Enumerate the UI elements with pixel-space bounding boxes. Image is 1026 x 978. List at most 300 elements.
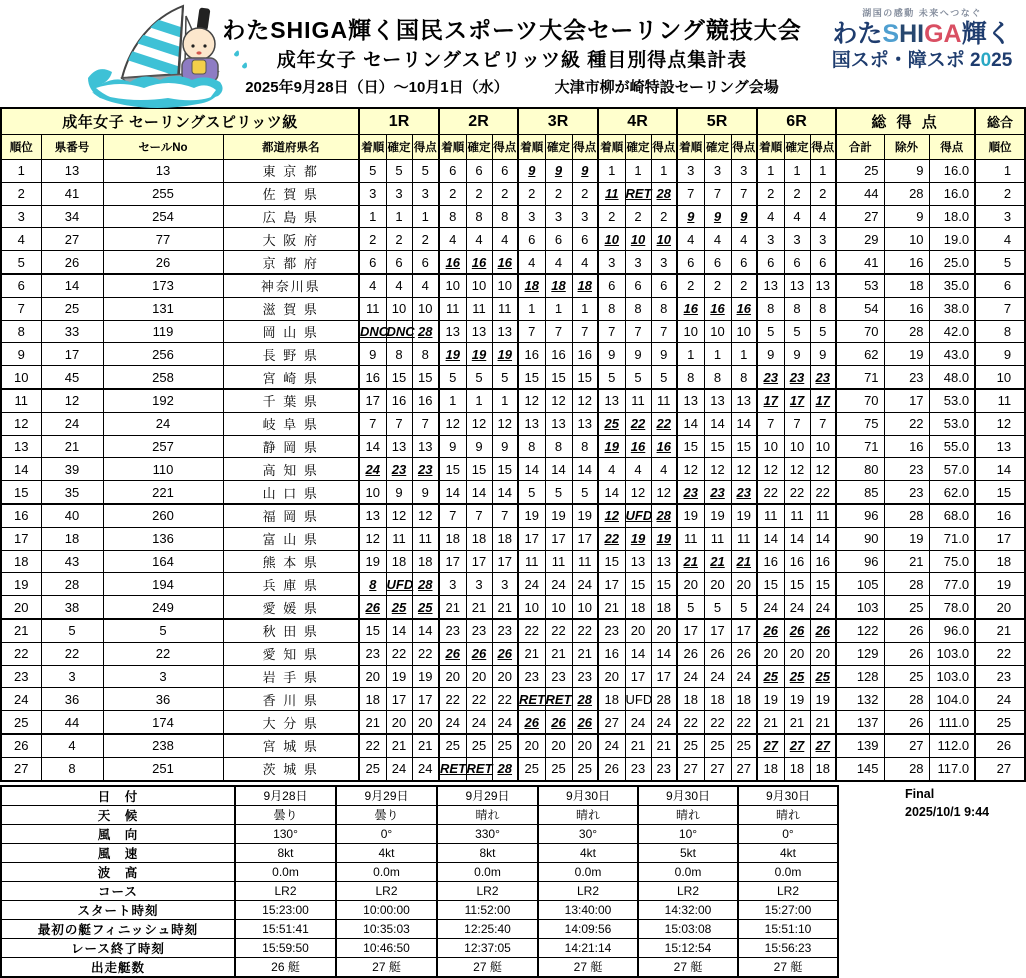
race-score-cell: 15 (810, 573, 836, 596)
pref-no-cell: 45 (41, 366, 103, 389)
race-score-cell: 21 (784, 711, 810, 734)
excluded-cell: 28 (884, 688, 929, 711)
race-score-cell: 9 (466, 435, 492, 458)
result-row (1, 481, 1025, 504)
page-title: わたSHIGA輝く国民スポーツ大会セーリング競技大会 (222, 17, 802, 43)
race-score-cell: 11 (598, 182, 625, 205)
race-score-cell: 8 (625, 297, 651, 320)
class-header: 成年女子 セーリングスピリッツ級 (1, 108, 359, 135)
result-row (1, 297, 1025, 320)
race-score-cell: 17 (572, 527, 598, 550)
condition-label: 天 候 (1, 805, 235, 824)
race-score-cell: 3 (492, 573, 518, 596)
race-score-cell: 21 (439, 596, 466, 619)
race-score-cell: 5 (704, 596, 731, 619)
rank-cell: 12 (1, 412, 41, 435)
col-header-overall-rank: 順位 (975, 135, 1025, 160)
logo-letter: S (882, 20, 900, 49)
race-score-cell: 26 (704, 642, 731, 665)
pref-no-cell: 40 (41, 504, 103, 527)
race-score-cell: 21 (386, 734, 412, 757)
col-header-sum: 合計 (836, 135, 884, 160)
rank-cell: 13 (1, 435, 41, 458)
race-score-cell: 11 (757, 504, 784, 527)
race-score-cell: 4 (386, 274, 412, 297)
race-score-cell: 22 (704, 711, 731, 734)
race-score-cell: 7 (492, 504, 518, 527)
race-score-cell: 5 (598, 366, 625, 389)
pref-name-cell: 茨 城 県 (223, 757, 359, 780)
race-score-cell: 16 (466, 251, 492, 274)
excluded-cell: 26 (884, 711, 929, 734)
race-score-cell: 3 (466, 573, 492, 596)
race-score-cell: 5 (492, 366, 518, 389)
race-score-cell: 16 (518, 343, 545, 366)
race-score-cell: RET (545, 688, 572, 711)
race-score-cell: 26 (757, 619, 784, 642)
race-score-cell: 7 (784, 412, 810, 435)
race-score-cell: 11 (439, 297, 466, 320)
race-score-cell: 25 (757, 665, 784, 688)
excluded-cell: 25 (884, 665, 929, 688)
race-score-cell: 13 (545, 412, 572, 435)
condition-value: 14:21:14 (538, 938, 638, 957)
col-header-finish: 着順 (518, 135, 545, 160)
condition-value: 0.0m (738, 862, 838, 881)
race-score-cell: 8 (466, 205, 492, 228)
race-score-cell: 21 (757, 711, 784, 734)
race-score-cell: 13 (784, 274, 810, 297)
race-score-cell: 12 (810, 458, 836, 481)
race-score-cell: 9 (545, 160, 572, 183)
overall-rank-cell: 7 (975, 297, 1025, 320)
sum-cell: 145 (836, 757, 884, 780)
race-score-cell: 18 (704, 688, 731, 711)
race-score-cell: 12 (518, 389, 545, 412)
excluded-cell: 23 (884, 366, 929, 389)
condition-value: 15:56:23 (738, 938, 838, 957)
race-score-cell: 15 (466, 458, 492, 481)
race-score-cell: 7 (359, 412, 386, 435)
race-score-cell: 1 (731, 343, 757, 366)
sum-cell: 71 (836, 435, 884, 458)
sail-no-cell: 173 (103, 274, 223, 297)
race-score-cell: 24 (545, 573, 572, 596)
race-score-cell: 5 (359, 160, 386, 183)
race-score-cell: 9 (359, 343, 386, 366)
race-score-cell: 28 (412, 320, 439, 343)
event-logo (824, 8, 1020, 72)
condition-value: 12:25:40 (437, 919, 538, 938)
net-points-cell: 75.0 (929, 550, 975, 573)
race-score-cell: 15 (545, 366, 572, 389)
race-score-cell: 14 (784, 527, 810, 550)
race-score-cell: 15 (731, 435, 757, 458)
excluded-cell: 28 (884, 320, 929, 343)
race-score-cell: 20 (518, 734, 545, 757)
sum-cell: 90 (836, 527, 884, 550)
race-score-cell: 20 (651, 619, 677, 642)
race-score-cell: 21 (412, 734, 439, 757)
race-score-cell: 17 (412, 688, 439, 711)
race-score-cell: 20 (572, 734, 598, 757)
race-score-cell: 6 (359, 251, 386, 274)
pref-name-cell: 大 分 県 (223, 711, 359, 734)
race-score-cell: 24 (492, 711, 518, 734)
pref-name-cell: 滋 賀 県 (223, 297, 359, 320)
race-score-cell: 19 (359, 550, 386, 573)
race-score-cell: 10 (677, 320, 704, 343)
result-row (1, 596, 1025, 619)
pref-name-cell: 岐 阜 県 (223, 412, 359, 435)
race-score-cell: 18 (359, 688, 386, 711)
race-score-cell: 7 (412, 412, 439, 435)
race-score-cell: 16 (359, 366, 386, 389)
net-points-cell: 117.0 (929, 757, 975, 780)
score-header-row-groups (1, 108, 1025, 135)
race-score-cell: 15 (784, 573, 810, 596)
condition-row (1, 900, 838, 919)
excluded-cell: 26 (884, 642, 929, 665)
sail-no-cell: 192 (103, 389, 223, 412)
race-score-cell: 25 (466, 734, 492, 757)
overall-rank-cell: 27 (975, 757, 1025, 780)
race-score-cell: 25 (545, 757, 572, 780)
race-score-cell: RET (518, 688, 545, 711)
race-score-cell: 10 (757, 435, 784, 458)
race-score-cell: 13 (518, 412, 545, 435)
col-header-confirmed: 確定 (386, 135, 412, 160)
race-score-cell: 1 (704, 343, 731, 366)
result-row (1, 688, 1025, 711)
pref-no-cell: 26 (41, 251, 103, 274)
rank-cell: 25 (1, 711, 41, 734)
race-score-cell: 22 (466, 688, 492, 711)
race-score-cell: 23 (359, 642, 386, 665)
race-score-cell: 10 (359, 481, 386, 504)
sail-no-cell: 26 (103, 251, 223, 274)
sum-cell: 105 (836, 573, 884, 596)
race-score-cell: 16 (598, 642, 625, 665)
race-score-cell: 22 (651, 412, 677, 435)
race-score-cell: 3 (784, 228, 810, 251)
race-score-cell: 17 (492, 550, 518, 573)
race-score-cell: 17 (810, 389, 836, 412)
race-score-cell: 18 (545, 274, 572, 297)
sum-cell: 139 (836, 734, 884, 757)
condition-value: 8kt (437, 843, 538, 862)
race-score-cell: 24 (439, 711, 466, 734)
pref-name-cell: 山 口 県 (223, 481, 359, 504)
condition-value: 12:37:05 (437, 938, 538, 957)
race-score-cell: 19 (545, 504, 572, 527)
excluded-cell: 26 (884, 619, 929, 642)
race-score-cell: 26 (784, 619, 810, 642)
race-score-cell: 9 (625, 343, 651, 366)
race-score-cell: UFD (625, 688, 651, 711)
race-score-cell: 13 (625, 550, 651, 573)
race-score-cell: 19 (757, 688, 784, 711)
race-score-cell: 11 (492, 297, 518, 320)
race-score-cell: 17 (757, 389, 784, 412)
race-score-cell: 2 (784, 182, 810, 205)
sail-no-cell: 36 (103, 688, 223, 711)
race-conditions-table (0, 785, 839, 978)
overall-rank-cell: 15 (975, 481, 1025, 504)
result-row (1, 458, 1025, 481)
race-score-cell: 4 (677, 228, 704, 251)
net-points-cell: 16.0 (929, 160, 975, 183)
race-score-cell: 11 (545, 550, 572, 573)
condition-value: LR2 (738, 881, 838, 900)
race-score-cell: 24 (784, 596, 810, 619)
net-points-cell: 112.0 (929, 734, 975, 757)
race-score-cell: 20 (492, 665, 518, 688)
race-score-cell: 14 (439, 481, 466, 504)
net-points-cell: 42.0 (929, 320, 975, 343)
race-score-cell: 12 (598, 504, 625, 527)
race-score-cell: 16 (492, 251, 518, 274)
excluded-cell: 16 (884, 435, 929, 458)
condition-value: 330° (437, 824, 538, 843)
net-points-cell: 77.0 (929, 573, 975, 596)
race-score-cell: 5 (757, 320, 784, 343)
race-score-cell: 13 (572, 412, 598, 435)
race-score-cell: 7 (545, 320, 572, 343)
net-points-cell: 25.0 (929, 251, 975, 274)
race-score-cell: 24 (466, 711, 492, 734)
race-score-cell: 23 (810, 366, 836, 389)
race-score-cell: 11 (651, 389, 677, 412)
rank-cell: 23 (1, 665, 41, 688)
sail-no-cell: 22 (103, 642, 223, 665)
race-score-cell: 16 (651, 435, 677, 458)
result-row (1, 182, 1025, 205)
race-header: 5R (677, 108, 757, 135)
race-score-cell: 15 (518, 366, 545, 389)
sum-cell: 53 (836, 274, 884, 297)
sail-no-cell: 238 (103, 734, 223, 757)
race-score-cell: 11 (386, 527, 412, 550)
score-header-row-columns (1, 135, 1025, 160)
race-score-cell: 9 (412, 481, 439, 504)
race-score-cell: 15 (359, 619, 386, 642)
race-score-cell: 19 (386, 665, 412, 688)
pref-no-cell: 13 (41, 160, 103, 183)
race-score-cell: 6 (810, 251, 836, 274)
condition-value: 4kt (538, 843, 638, 862)
col-header-excluded: 除外 (884, 135, 929, 160)
race-score-cell: 21 (625, 734, 651, 757)
race-score-cell: 3 (625, 251, 651, 274)
logo-letter: A (943, 20, 962, 49)
race-score-cell: 21 (492, 596, 518, 619)
race-score-cell: 24 (757, 596, 784, 619)
net-points-cell: 53.0 (929, 412, 975, 435)
pref-name-cell: 愛 知 県 (223, 642, 359, 665)
sail-no-cell: 77 (103, 228, 223, 251)
net-points-cell: 55.0 (929, 435, 975, 458)
result-row (1, 711, 1025, 734)
condition-value: 27 艇 (638, 957, 738, 977)
race-score-cell: 9 (784, 343, 810, 366)
race-score-cell: 24 (810, 596, 836, 619)
sum-cell: 85 (836, 481, 884, 504)
col-header-confirmed: 確定 (466, 135, 492, 160)
race-score-cell: 13 (651, 550, 677, 573)
sum-cell: 27 (836, 205, 884, 228)
race-score-cell: 18 (598, 688, 625, 711)
race-score-cell: 2 (492, 182, 518, 205)
race-score-cell: 4 (359, 274, 386, 297)
rank-cell: 10 (1, 366, 41, 389)
race-score-cell: 2 (731, 274, 757, 297)
race-score-cell: 25 (598, 412, 625, 435)
race-score-cell: 26 (545, 711, 572, 734)
net-points-cell: 111.0 (929, 711, 975, 734)
condition-value: 10° (638, 824, 738, 843)
pref-name-cell: 岩 手 県 (223, 665, 359, 688)
excluded-cell: 23 (884, 458, 929, 481)
race-score-cell: 5 (386, 160, 412, 183)
race-score-cell: 9 (731, 205, 757, 228)
race-header: 6R (757, 108, 836, 135)
overall-rank-cell: 24 (975, 688, 1025, 711)
race-score-cell: 17 (386, 688, 412, 711)
race-score-cell: 7 (386, 412, 412, 435)
race-score-cell: 12 (677, 458, 704, 481)
race-header: 2R (439, 108, 518, 135)
pref-name-cell: 広 島 県 (223, 205, 359, 228)
condition-value: 9月30日 (638, 786, 738, 806)
race-score-cell: 8 (572, 435, 598, 458)
race-score-cell: 5 (810, 320, 836, 343)
race-score-cell: 27 (704, 757, 731, 780)
race-score-cell: 19 (731, 504, 757, 527)
race-score-cell: 1 (412, 205, 439, 228)
pref-no-cell: 21 (41, 435, 103, 458)
race-score-cell: 5 (731, 596, 757, 619)
race-score-cell: 24 (677, 665, 704, 688)
race-score-cell: 19 (492, 343, 518, 366)
col-header-finish: 着順 (359, 135, 386, 160)
rank-cell: 4 (1, 228, 41, 251)
race-score-cell: 22 (598, 527, 625, 550)
race-score-cell: 25 (518, 757, 545, 780)
race-score-cell: 5 (439, 366, 466, 389)
race-score-cell: 17 (731, 619, 757, 642)
race-score-cell: 9 (386, 481, 412, 504)
excluded-cell: 28 (884, 504, 929, 527)
race-score-cell: 13 (492, 320, 518, 343)
race-score-cell: 18 (784, 757, 810, 780)
sail-no-cell: 251 (103, 757, 223, 780)
race-score-cell: 3 (757, 228, 784, 251)
race-score-cell: 2 (466, 182, 492, 205)
race-score-cell: 12 (704, 458, 731, 481)
race-score-cell: 15 (704, 435, 731, 458)
race-score-cell: 27 (598, 711, 625, 734)
race-score-cell: 24 (572, 573, 598, 596)
pref-name-cell: 長 野 県 (223, 343, 359, 366)
sail-no-cell: 260 (103, 504, 223, 527)
race-score-cell: 6 (545, 228, 572, 251)
condition-row (1, 805, 838, 824)
race-score-cell: 11 (359, 297, 386, 320)
net-points-cell: 19.0 (929, 228, 975, 251)
race-score-cell: 4 (518, 251, 545, 274)
race-score-cell: 10 (598, 228, 625, 251)
condition-row (1, 824, 838, 843)
race-score-cell: 21 (572, 642, 598, 665)
race-score-cell: 4 (412, 274, 439, 297)
race-score-cell: 22 (545, 619, 572, 642)
race-score-cell: 24 (704, 665, 731, 688)
condition-value: 曇り (235, 805, 336, 824)
race-score-cell: 15 (651, 573, 677, 596)
sum-cell: 137 (836, 711, 884, 734)
pref-no-cell: 4 (41, 734, 103, 757)
result-row (1, 205, 1025, 228)
condition-label: 風 向 (1, 824, 235, 843)
excluded-cell: 16 (884, 297, 929, 320)
event-venue: 大津市柳が崎特設セーリング会場 (554, 79, 779, 96)
overall-rank-cell: 2 (975, 182, 1025, 205)
sail-no-cell: 221 (103, 481, 223, 504)
race-score-cell: 20 (598, 665, 625, 688)
report-status: Final (905, 787, 935, 801)
race-score-cell: 5 (572, 481, 598, 504)
race-score-cell: DNC (386, 320, 412, 343)
result-row (1, 619, 1025, 642)
race-score-cell: 1 (545, 297, 572, 320)
race-score-cell: 18 (412, 550, 439, 573)
race-score-cell: 9 (518, 160, 545, 183)
race-score-cell: 21 (545, 642, 572, 665)
pref-no-cell: 25 (41, 297, 103, 320)
race-score-cell: 3 (677, 160, 704, 183)
condition-value: LR2 (235, 881, 336, 900)
race-score-cell: 14 (518, 458, 545, 481)
race-score-cell: 9 (572, 160, 598, 183)
race-score-cell: 13 (598, 389, 625, 412)
race-score-cell: 20 (545, 734, 572, 757)
race-score-cell: 2 (439, 182, 466, 205)
pref-no-cell: 18 (41, 527, 103, 550)
race-conditions-body (1, 786, 838, 977)
rank-cell: 26 (1, 734, 41, 757)
race-score-cell: 23 (386, 458, 412, 481)
race-score-cell: 3 (439, 573, 466, 596)
race-header: 3R (518, 108, 598, 135)
race-score-cell: 1 (518, 297, 545, 320)
race-score-cell: 6 (518, 228, 545, 251)
race-score-cell: 18 (757, 757, 784, 780)
race-score-cell: 21 (810, 711, 836, 734)
race-score-cell: 9 (704, 205, 731, 228)
race-score-cell: 1 (492, 389, 518, 412)
race-score-cell: 1 (757, 160, 784, 183)
race-score-cell: 11 (704, 527, 731, 550)
race-score-cell: 1 (386, 205, 412, 228)
race-score-cell: 14 (677, 412, 704, 435)
rank-cell: 8 (1, 320, 41, 343)
race-score-cell: 25 (492, 734, 518, 757)
condition-label: スタート時刻 (1, 900, 235, 919)
race-score-cell: 19 (412, 665, 439, 688)
condition-value: 4kt (738, 843, 838, 862)
condition-value: 27 艇 (336, 957, 437, 977)
